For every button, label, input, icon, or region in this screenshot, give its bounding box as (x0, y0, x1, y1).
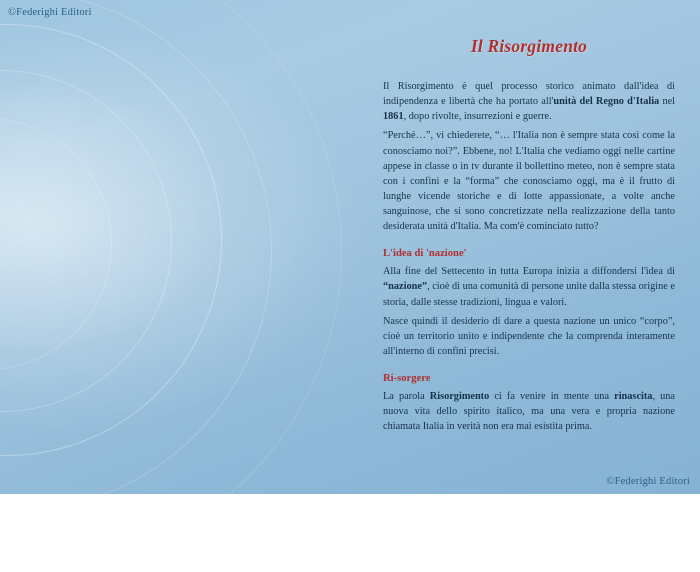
paragraph-nazione-1 (383, 264, 675, 309)
section-heading-ri-sorgere: Ri-sorgere (383, 373, 431, 384)
plain-text: Nasce quindi il desiderio di dare a questa nazione un unico “corpo”, cioè un territorio unito e indipendente che la comprenda interamente all'interno di confini precisi. (383, 315, 675, 357)
paragraph-domanda (383, 128, 675, 234)
plain-text: Alla fine del Settecento in tutta Europa inizia a diffondersi l'idea di (383, 266, 675, 278)
slide-content (383, 36, 675, 434)
plain-text: , cioè di una comunità di persone unite dalla stessa origine e storia, dalle stesse tradizioni, lingua e valori. (383, 281, 675, 308)
page-title: Il Risorgimento (470, 36, 588, 56)
emphasis-text: 1861 (383, 111, 404, 123)
emphasis-text: “nazione” (383, 281, 428, 293)
paragraph-intro (383, 79, 675, 124)
watermark-top-left: ©Federighi Editori (8, 7, 92, 18)
background-swirl-2 (0, 0, 272, 512)
plain-text: “Perché…”, vi chiederete, “… l'Italia non è sempre stata così come la conosciamo noi?”. Ebbene, no! L'Italia che vediamo oggi nelle cartine appese in classe o in tv durante il bollettino meteo, non è sempre stata con i confini e la “forma” che conosciamo oggi, ma è il frutto di lunghe vicende storiche e di lotte appassionate, a volte anche sanguinose, che si sono concretizzate nella realizzazione della tanto desiderata unità d'Italia. Ma com'è cominciato tutto? (383, 130, 675, 233)
plain-text: nel (659, 96, 676, 108)
emphasis-text: rinascita (614, 391, 653, 402)
background-swirl-5 (0, 0, 342, 572)
background-swirl-3 (0, 70, 172, 412)
plain-text: ci fa venire in mente una (489, 391, 615, 402)
background-swirl-4 (0, 118, 112, 370)
background-swirl-1 (0, 24, 222, 456)
intro-block (383, 79, 675, 234)
emphasis-text: unità del Regno d'Italia (553, 96, 660, 108)
paragraph-nazione-2 (383, 314, 675, 359)
section-heading-idea-di-nazione: L'idea di 'nazione' (383, 248, 467, 260)
plain-text: , una nuova vita dello spirito italico, ma una vera e propria nazione chiamata Italia in verità non era mai esistita prima. (383, 391, 675, 433)
plain-text: Il Risorgimento è quel processo storico animato dall'idea di indipendenza e libertà che ha portato all' (383, 81, 675, 108)
plain-text: , dopo rivolte, insurrezioni e guerre. (403, 111, 552, 123)
emphasis-text: Risorgimento (429, 391, 490, 402)
plain-text: La parola (383, 391, 430, 402)
watermark-bottom-right: ©Federighi Editori (606, 476, 690, 487)
paragraph-risorgere-1 (383, 389, 675, 434)
section-idea-di-nazione (383, 248, 675, 359)
section-ri-sorgere (383, 373, 675, 434)
